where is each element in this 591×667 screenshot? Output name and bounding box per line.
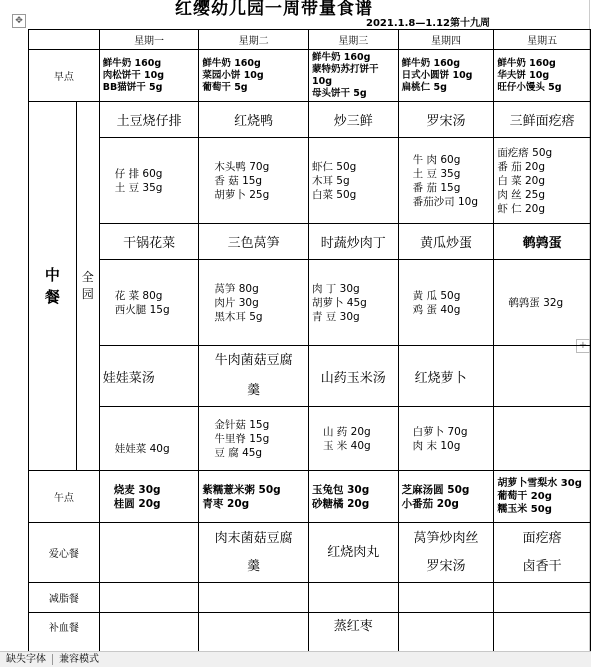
blood-meal-label: 补血餐	[29, 613, 100, 653]
dish-name: 红烧萝卜	[398, 346, 494, 407]
ingredient-cell: 莴笋 80g 肉片 30g 黑木耳 5g	[199, 260, 309, 346]
dish-name: 三色莴笋	[199, 224, 309, 260]
diet-meal-cell	[494, 583, 591, 613]
breakfast-cell: 鲜牛奶 160g 日式小圆饼 10g 扁桃仁 5g	[398, 50, 494, 102]
diet-meal-cell	[398, 583, 494, 613]
dish-name: 山药玉米汤	[308, 346, 398, 407]
day-header: 星期一	[99, 30, 199, 50]
ingredient-cell: 面疙瘩 50g 番 茄 20g 白 菜 20g 肉 丝 25g 虾 仁 20g	[494, 138, 591, 224]
afternoon-cell: 紫糯薏米粥 50g 青枣 20g	[199, 471, 309, 523]
blood-meal-cell: 蒸红枣	[308, 613, 398, 653]
dish-name: 炒三鲜	[308, 102, 398, 138]
table-move-handle-icon[interactable]: ✥	[12, 14, 26, 28]
compat-mode-status[interactable]: 兼容模式	[59, 654, 99, 665]
diet-meal-cell	[99, 583, 199, 613]
dish-name: 时蔬炒肉丁	[308, 224, 398, 260]
dish-name: 黄瓜炒蛋	[398, 224, 494, 260]
afternoon-row	[29, 471, 591, 523]
dish-name: 三鲜面疙瘩	[494, 102, 591, 138]
day-header: 星期四	[398, 30, 494, 50]
blood-meal-cell	[398, 613, 494, 653]
ingredient-cell: 娃娃菜 40g	[99, 407, 199, 471]
lunch-dish-row	[29, 102, 591, 138]
afternoon-cell: 芝麻汤圆 50g 小番茄 20g	[398, 471, 494, 523]
dish-name: 红烧鸭	[199, 102, 309, 138]
lunch-dish-row	[29, 224, 591, 260]
love-meal-cell: 莴笋炒肉丝 罗宋汤	[398, 523, 494, 583]
breakfast-cell: 鲜牛奶 160g 华夫饼 10g 旺仔小馒头 5g	[494, 50, 591, 102]
missing-fonts-status[interactable]: 缺失字体	[6, 654, 46, 665]
blood-meal-cell	[494, 613, 591, 653]
page-title: 红缨幼儿园一周带量食谱	[175, 0, 373, 19]
ingredient-cell: 肉 丁 30g 胡萝卜 45g 青 豆 30g	[308, 260, 398, 346]
breakfast-cell: 鲜牛奶 160g 菜园小饼 10g 葡萄干 5g	[199, 50, 309, 102]
ingredient-cell: 金针菇 15g 牛里脊 15g 豆 腐 45g	[199, 407, 309, 471]
love-meal-row	[29, 523, 591, 583]
blood-meal-cell	[199, 613, 309, 653]
lunch-dish-row	[29, 346, 591, 407]
dish-name: 土豆烧仔排	[99, 102, 199, 138]
ingredient-cell: 白萝卜 70g 肉 末 10g	[398, 407, 494, 471]
day-header: 星期三	[308, 30, 398, 50]
header-corner	[29, 30, 100, 50]
diet-meal-label: 减脂餐	[29, 583, 100, 613]
ingredient-cell: 花 菜 80g 西火腿 15g	[99, 260, 199, 346]
love-meal-cell: 面疙瘩 卤香干	[494, 523, 591, 583]
lunch-ingredient-row	[29, 407, 591, 471]
blood-meal-row	[29, 613, 591, 653]
dish-name: 干锅花菜	[99, 224, 199, 260]
day-header: 星期五	[494, 30, 591, 50]
status-bar	[0, 651, 591, 667]
love-meal-label: 爱心餐	[29, 523, 100, 583]
ingredient-cell: 仔 排 60g 土 豆 35g	[99, 138, 199, 224]
diet-meal-row	[29, 583, 591, 613]
ingredient-cell: 山 药 20g 玉 米 40g	[308, 407, 398, 471]
dish-name: 牛肉菌菇豆腐 羹	[199, 346, 309, 407]
ingredient-cell: 鹌鹑蛋 32g	[494, 260, 591, 346]
breakfast-row	[29, 50, 591, 102]
ingredient-cell	[494, 407, 591, 471]
diet-meal-cell	[308, 583, 398, 613]
header-row	[29, 30, 591, 50]
love-meal-cell	[99, 523, 199, 583]
afternoon-cell: 胡萝卜雪梨水 30g 葡萄干 20g 糯玉米 50g	[494, 471, 591, 523]
ingredient-cell: 虾仁 50g 木耳 5g 白菜 50g	[308, 138, 398, 224]
diet-meal-cell	[199, 583, 309, 613]
lunch-label: 中 餐	[29, 102, 77, 471]
love-meal-cell: 红烧肉丸	[308, 523, 398, 583]
day-header: 星期二	[199, 30, 309, 50]
dish-name: 娃娃菜汤	[99, 346, 199, 407]
dish-name	[494, 346, 591, 407]
date-range: 2021.1.8—1.12第十九周	[366, 18, 491, 29]
love-meal-cell: 肉末菌菇豆腐 羹	[199, 523, 309, 583]
ingredient-cell: 黄 瓜 50g 鸡 蛋 40g	[398, 260, 494, 346]
afternoon-cell: 烧麦 30g 桂圆 20g	[99, 471, 199, 523]
lunch-ingredient-row	[29, 138, 591, 224]
afternoon-label: 午点	[29, 471, 100, 523]
dish-name: 鹌鹑蛋	[494, 224, 591, 260]
lunch-ingredient-row	[29, 260, 591, 346]
ingredient-cell: 木头鸭 70g 香 菇 15g 胡萝卜 25g	[199, 138, 309, 224]
add-column-icon[interactable]: +	[576, 339, 590, 353]
afternoon-cell: 玉兔包 30g 砂糖橘 20g	[308, 471, 398, 523]
ingredient-cell: 牛 肉 60g 土 豆 35g 番 茄 15g 番茄沙司 10g	[398, 138, 494, 224]
breakfast-label: 早点	[29, 50, 100, 102]
blood-meal-cell	[99, 613, 199, 653]
dish-name: 罗宋汤	[398, 102, 494, 138]
breakfast-cell: 鲜牛奶 160g 肉松饼干 10g BB猫饼干 5g	[99, 50, 199, 102]
menu-table	[28, 29, 591, 653]
whole-school-label: 全 园	[76, 102, 99, 471]
breakfast-cell: 鲜牛奶 160g 蒙特奶苏打饼干 10g 母头饼干 5g	[308, 50, 398, 102]
